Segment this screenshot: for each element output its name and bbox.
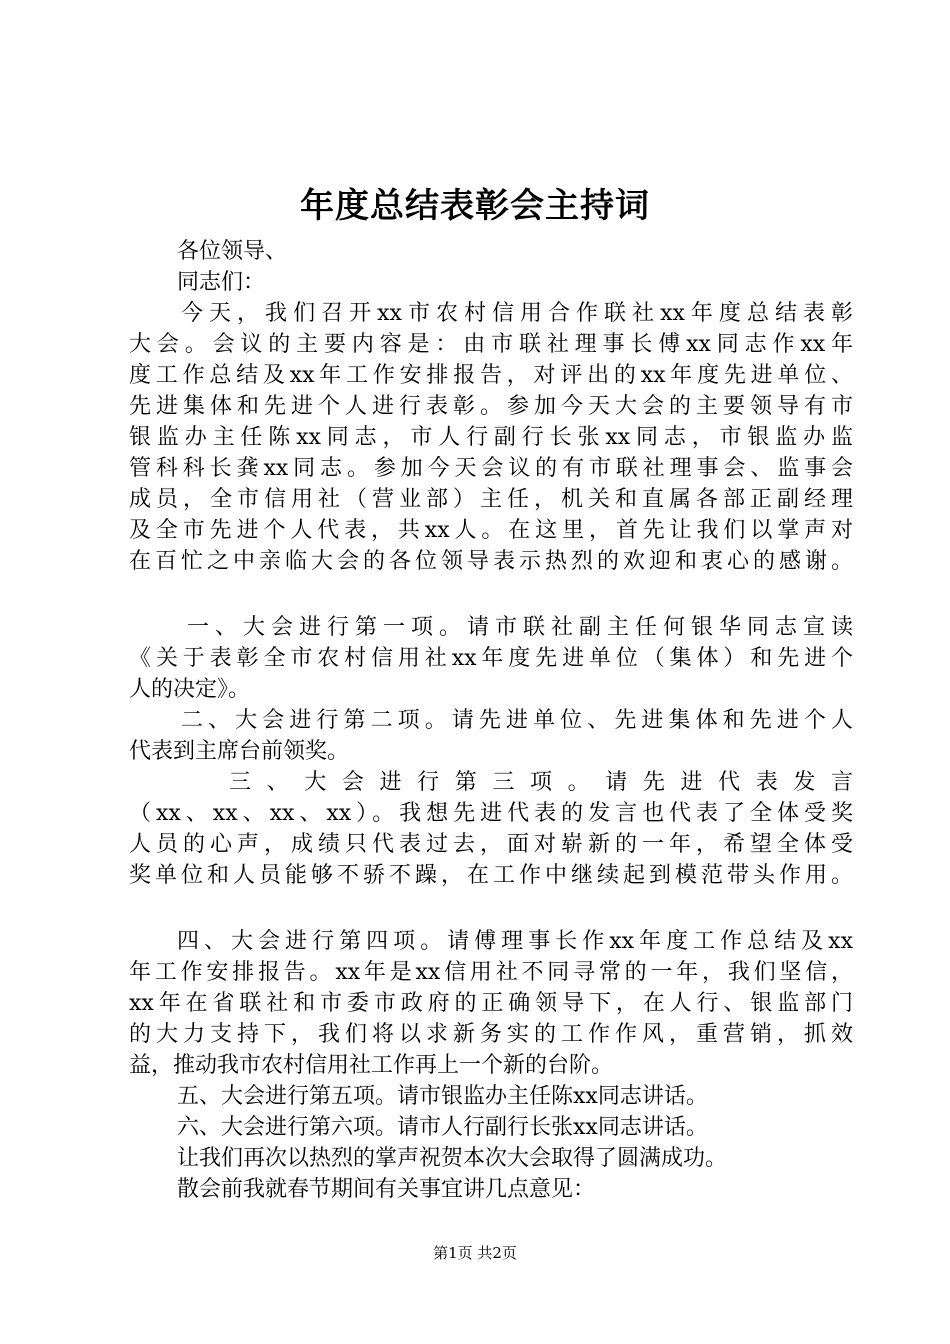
paragraph-line: 成员，全市信用社（营业部）主任，机关和直属各部正副经理 bbox=[129, 487, 853, 512]
page-footer: 第1页 共2页 bbox=[433, 1244, 517, 1262]
paragraph-line: 散会前我就春节期间有关事宜讲几点意见： bbox=[177, 1177, 596, 1202]
paragraph-line: 管科科长龚xx同志。参加今天会议的有市联社理事会、监事会 bbox=[129, 456, 853, 481]
salutation-line: 各位领导、 bbox=[177, 239, 288, 264]
paragraph-line: 银监办主任陈xx同志，市人行副行长张xx同志，市银监办监 bbox=[129, 425, 853, 450]
paragraph-line: 今天，我们召开xx市农村信用合作联社xx年度总结表彰 bbox=[181, 301, 853, 326]
paragraph-line: 的大力支持下，我们将以求新务实的工作作风，重营销，抓效 bbox=[129, 1022, 853, 1047]
paragraph-line: 四、大会进行第四项。请傅理事长作xx年度工作总结及xx bbox=[177, 929, 853, 954]
paragraph-line: 及全市先进个人代表，共xx人。在这里，首先让我们以掌声对 bbox=[129, 518, 853, 543]
paragraph-line: 度工作总结及xx年工作安排报告，对评出的xx年度先进单位、 bbox=[129, 363, 853, 388]
paragraph-line: 年工作安排报告。xx年是xx信用社不同寻常的一年，我们坚信， bbox=[129, 960, 853, 985]
paragraph-line: 一、大会进行第一项。请市联社副主任何银华同志宣读 bbox=[187, 615, 853, 640]
paragraph-line: 《关于表彰全市农村信用社xx年度先进单位（集体）和先进个 bbox=[129, 646, 853, 671]
paragraph-line: 奖单位和人员能够不骄不躁，在工作中继续起到模范带头作用。 bbox=[129, 863, 853, 888]
paragraph-line: 三、大会进行第三项。请先进代表发言 bbox=[229, 770, 853, 795]
paragraph-line: 人的决定》。 bbox=[129, 677, 251, 702]
paragraph-gap bbox=[129, 891, 853, 926]
paragraph-line: 六、大会进行第六项。请市人行副行长张xx同志讲话。 bbox=[177, 1115, 708, 1140]
paragraph-line: 让我们再次以热烈的掌声祝贺本次大会取得了圆满成功。 bbox=[177, 1146, 728, 1171]
paragraph-line: 人员的心声，成绩只代表过去，面对崭新的一年，希望全体受 bbox=[129, 832, 853, 857]
paragraph-line: 先进集体和先进个人进行表彰。参加今天大会的主要领导有市 bbox=[129, 394, 853, 419]
paragraph-line: 五、大会进行第五项。请市银监办主任陈xx同志讲话。 bbox=[177, 1084, 708, 1109]
paragraph-line: 大会。会议的主要内容是：由市联社理事长傅xx同志作xx年 bbox=[129, 332, 853, 357]
paragraph-line: 二、大会进行第二项。请先进单位、先进集体和先进个人 bbox=[181, 708, 853, 733]
paragraph-line: 在百忙之中亲临大会的各位领导表示热烈的欢迎和衷心的感谢。 bbox=[129, 549, 853, 574]
paragraph-line: 益，推动我市农村信用社工作再上一个新的台阶。 bbox=[129, 1053, 614, 1078]
paragraph-line: 代表到主席台前领奖。 bbox=[129, 739, 350, 764]
document-body bbox=[129, 236, 853, 1205]
page-title: 年度总结表彰会主持词 bbox=[300, 186, 650, 226]
paragraph-line: （xx、xx、xx、xx）。我想先进代表的发言也代表了全体受奖 bbox=[129, 801, 853, 826]
paragraph-gap bbox=[129, 577, 853, 612]
paragraph-line: xx年在省联社和市委市政府的正确领导下，在人行、银监部门 bbox=[129, 991, 853, 1016]
salutation-line: 同志们： bbox=[177, 270, 266, 295]
